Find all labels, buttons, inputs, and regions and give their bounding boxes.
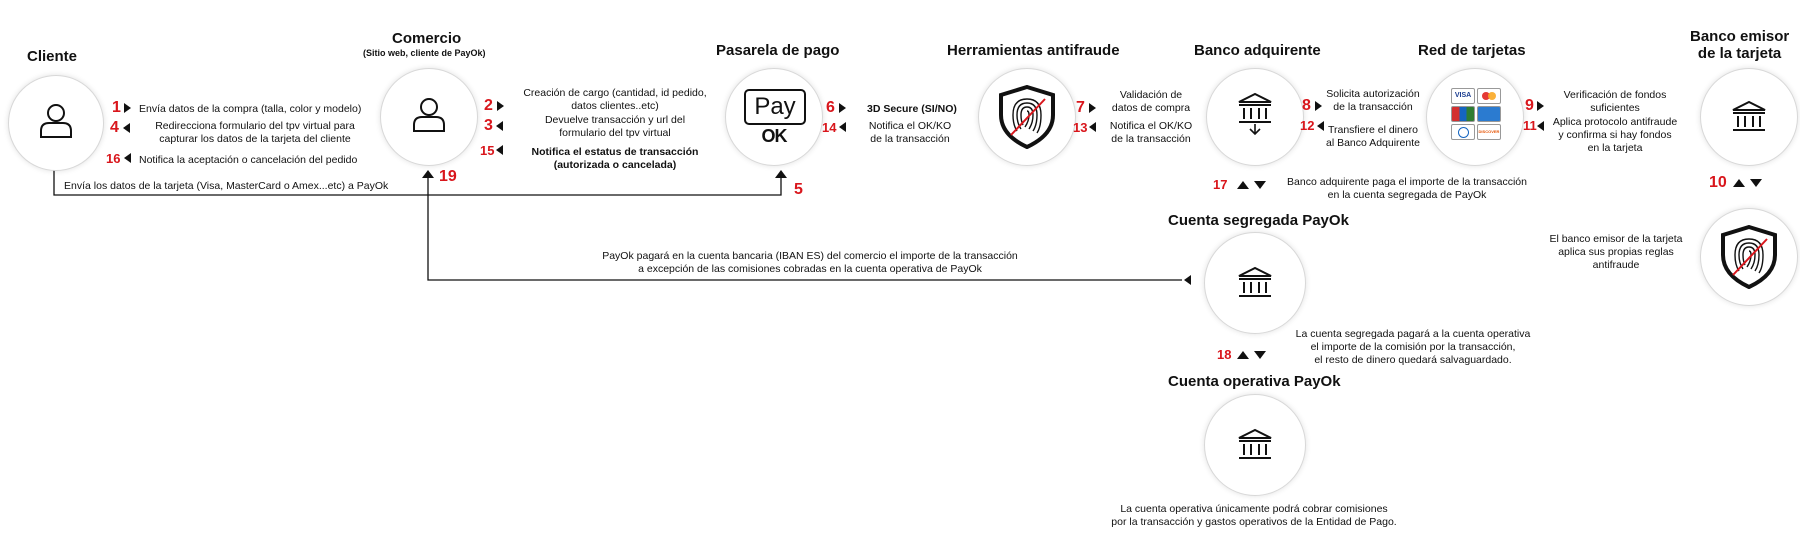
step-label-10-line3: antifraude [1592, 259, 1640, 271]
actor-emisor [1700, 68, 1798, 166]
actor-comercio [380, 68, 478, 166]
arrow-up-icon [1733, 179, 1745, 187]
arrow-left-icon [839, 122, 846, 132]
step-label-6: 3D Secure (SI/NO) [867, 103, 957, 115]
step-label-18-line2: el importe de la comisión por la transacción, [1310, 341, 1516, 353]
arrow-up-icon [1237, 181, 1249, 189]
actor-adquirente [1206, 68, 1304, 166]
arrow-right-icon [1089, 103, 1096, 113]
step-number-6: 6 [826, 99, 835, 116]
step-number-7: 7 [1076, 99, 1085, 116]
step-number-17: 17 [1213, 177, 1228, 192]
step-label-15 [515, 146, 715, 172]
step-label-11-line1: Aplica protocolo antifraude [1552, 116, 1678, 128]
bank-icon [1235, 265, 1275, 301]
step-label-4-line2: capturar los datos de la tarjeta del cliente [159, 133, 351, 145]
actor-antifraude [978, 68, 1076, 166]
step-number-4: 4 [110, 119, 119, 136]
arrow-right-icon [1537, 101, 1544, 111]
operativa-label-line2: por la transacción y gastos operativos de la Entidad de Pago. [1111, 516, 1397, 528]
step-label-9 [1545, 89, 1685, 115]
step-label-19-line1: PayOk pagará en la cuenta bancaria (IBAN ES) del comercio el importe de la transacción [602, 250, 1018, 262]
step-number-13: 13 [1073, 120, 1088, 135]
actor-pasarela [725, 68, 823, 166]
operativa-label [1084, 503, 1424, 529]
step-label-10-line1: El banco emisor de la tarjeta [1549, 233, 1683, 245]
arrow-right-icon [1315, 101, 1322, 111]
arrow-left-icon [1089, 122, 1096, 132]
step-label-12-line1: Transfiere el dinero [1327, 124, 1419, 136]
step-label-10 [1538, 233, 1694, 272]
step-label-3-line1: Devuelve transacción y url del [544, 114, 686, 126]
fingerprint-shield-icon [1719, 225, 1779, 289]
step-number-19: 19 [439, 168, 457, 185]
bank-icon [1235, 427, 1275, 463]
step-label-8 [1323, 88, 1423, 114]
step-number-5: 5 [794, 181, 803, 198]
step-number-16: 16 [106, 151, 121, 166]
step-number-2: 2 [484, 97, 493, 114]
arrow-right-icon [839, 103, 846, 113]
step-label-3-line2: formulario del tpv virtual [559, 127, 671, 139]
actor-title-emisor [1690, 28, 1789, 62]
step-label-4 [150, 120, 360, 146]
mastercard-icon [1477, 88, 1501, 104]
actor-subtitle-comercio: (Sitio web, cliente de PayOk) [363, 48, 486, 58]
step-label-11-line3: en la tarjeta [1587, 142, 1643, 154]
actor-operativa [1204, 394, 1306, 496]
step-label-2 [515, 87, 715, 113]
step-label-3 [515, 114, 715, 140]
amex-icon [1477, 106, 1501, 122]
actor-title-cliente: Cliente [27, 48, 78, 65]
step-label-16: Notifica la aceptación o cancelación del pedido [139, 154, 358, 166]
step-label-18-line3: el resto de dinero quedará salvaguardado. [1314, 354, 1512, 366]
step-label-5: Envía los datos de la tarjeta (Visa, MasterCard o Amex...etc) a PayOk [64, 180, 389, 192]
fingerprint-shield-icon [997, 85, 1057, 149]
actor-title-emisor-line1: Banco emisor [1690, 28, 1790, 45]
ok-logo: OK [761, 126, 787, 146]
step-number-9: 9 [1525, 97, 1534, 114]
step-label-4-line1: Redirecciona formulario del tpv virtual para [155, 120, 355, 132]
user-icon [409, 95, 449, 135]
diners-icon [1451, 124, 1475, 140]
arrow-left-icon [124, 153, 131, 163]
step-label-18-line1: La cuenta segregada pagará a la cuenta operativa [1295, 328, 1531, 340]
step-label-12 [1323, 124, 1423, 150]
step-label-18 [1283, 328, 1543, 367]
step-label-13-line2: de la transacción [1111, 133, 1191, 145]
bank-icon [1729, 99, 1769, 135]
step-number-18: 18 [1217, 347, 1232, 362]
arrow-right-icon [497, 101, 504, 111]
arrow-up-icon [1237, 351, 1249, 359]
step-label-11 [1545, 116, 1685, 155]
step-number-10: 10 [1709, 174, 1727, 191]
step-number-12: 12 [1300, 118, 1315, 133]
step-label-14 [862, 120, 958, 146]
step-number-15: 15 [480, 143, 495, 158]
actor-red [1426, 68, 1524, 166]
step-number-1: 1 [112, 99, 121, 116]
bank-download-icon [1235, 91, 1275, 137]
step-number-11: 11 [1523, 118, 1537, 133]
step-label-12-line2: al Banco Adquirente [1326, 137, 1420, 149]
actor-cliente [8, 75, 104, 171]
step-label-14-line1: Notifica el OK/KO [868, 120, 952, 132]
step-label-15-line1: Notifica el estatus de transacción [531, 146, 699, 158]
step-label-8-line2: de la transacción [1333, 101, 1413, 113]
step-label-7-line2: datos de compra [1111, 102, 1191, 114]
step-label-8-line1: Solicita autorización [1326, 88, 1420, 100]
step-label-2-line1: Creación de cargo (cantidad, id pedido, [523, 87, 707, 99]
step-label-15-line2: (autorizada o cancelada) [553, 159, 677, 171]
step-label-19-line2: a excepción de las comisiones cobradas en la cuenta operativa de PayOk [638, 263, 982, 275]
arrow-left-icon [1184, 275, 1191, 285]
arrow-up-icon [422, 170, 434, 178]
arrow-left-icon [1537, 121, 1544, 131]
unionpay-icon [1451, 106, 1475, 122]
arrow-down-icon [1254, 351, 1266, 359]
step-label-17-line1: Banco adquirente paga el importe de la transacción [1287, 176, 1527, 188]
step-label-14-line2: de la transacción [870, 133, 950, 145]
arrow-left-icon [496, 121, 503, 131]
step-label-10-line2: aplica sus propias reglas [1558, 246, 1674, 258]
step-label-17-line2: en la cuenta segregada de PayOk [1327, 189, 1487, 201]
step-label-13 [1104, 120, 1198, 146]
arrow-left-icon [123, 123, 130, 133]
operativa-label-line1: La cuenta operativa únicamente podrá cobrar comisiones [1120, 503, 1388, 515]
visa-card-icon: VISA [1451, 88, 1475, 104]
actor-title-antifraude: Herramientas antifraude [947, 42, 1120, 59]
arrow-left-icon [496, 145, 503, 155]
arrow-up-icon [775, 170, 787, 178]
arrow-down-icon [1750, 179, 1762, 187]
actor-title-pasarela: Pasarela de pago [716, 42, 840, 59]
step-number-14: 14 [822, 120, 837, 135]
arrow-down-icon [1254, 181, 1266, 189]
step-label-9-line2: suficientes [1590, 102, 1640, 114]
user-icon [36, 101, 76, 141]
actor-emisor-antifraude [1700, 208, 1798, 306]
step-number-8: 8 [1302, 97, 1311, 114]
actor-title-segregada: Cuenta segregada PayOk [1168, 212, 1349, 229]
arrow-right-icon [124, 103, 131, 113]
step-label-2-line2: datos clientes..etc) [571, 100, 659, 112]
step-label-17 [1277, 176, 1537, 202]
step-number-3: 3 [484, 117, 493, 134]
actor-title-red: Red de tarjetas [1418, 42, 1526, 59]
discover-icon: DISCOVER [1477, 124, 1501, 140]
actor-title-operativa: Cuenta operativa PayOk [1168, 373, 1341, 390]
step-label-19 [540, 250, 1080, 276]
actor-title-comercio: Comercio [392, 30, 462, 47]
step-label-13-line1: Notifica el OK/KO [1109, 120, 1193, 132]
actor-title-adquirente: Banco adquirente [1194, 42, 1321, 59]
actor-title-emisor-line2: de la tarjeta [1697, 45, 1782, 62]
step-label-11-line2: y confirma si hay fondos [1558, 129, 1672, 141]
step-label-9-line1: Verificación de fondos [1563, 89, 1667, 101]
step-label-7-line1: Validación de [1119, 89, 1183, 101]
actor-segregada [1204, 232, 1306, 334]
pay-logo: Pay [744, 89, 806, 125]
step-label-1: Envía datos de la compra (talla, color y modelo) [139, 103, 362, 115]
step-label-7 [1104, 89, 1198, 115]
